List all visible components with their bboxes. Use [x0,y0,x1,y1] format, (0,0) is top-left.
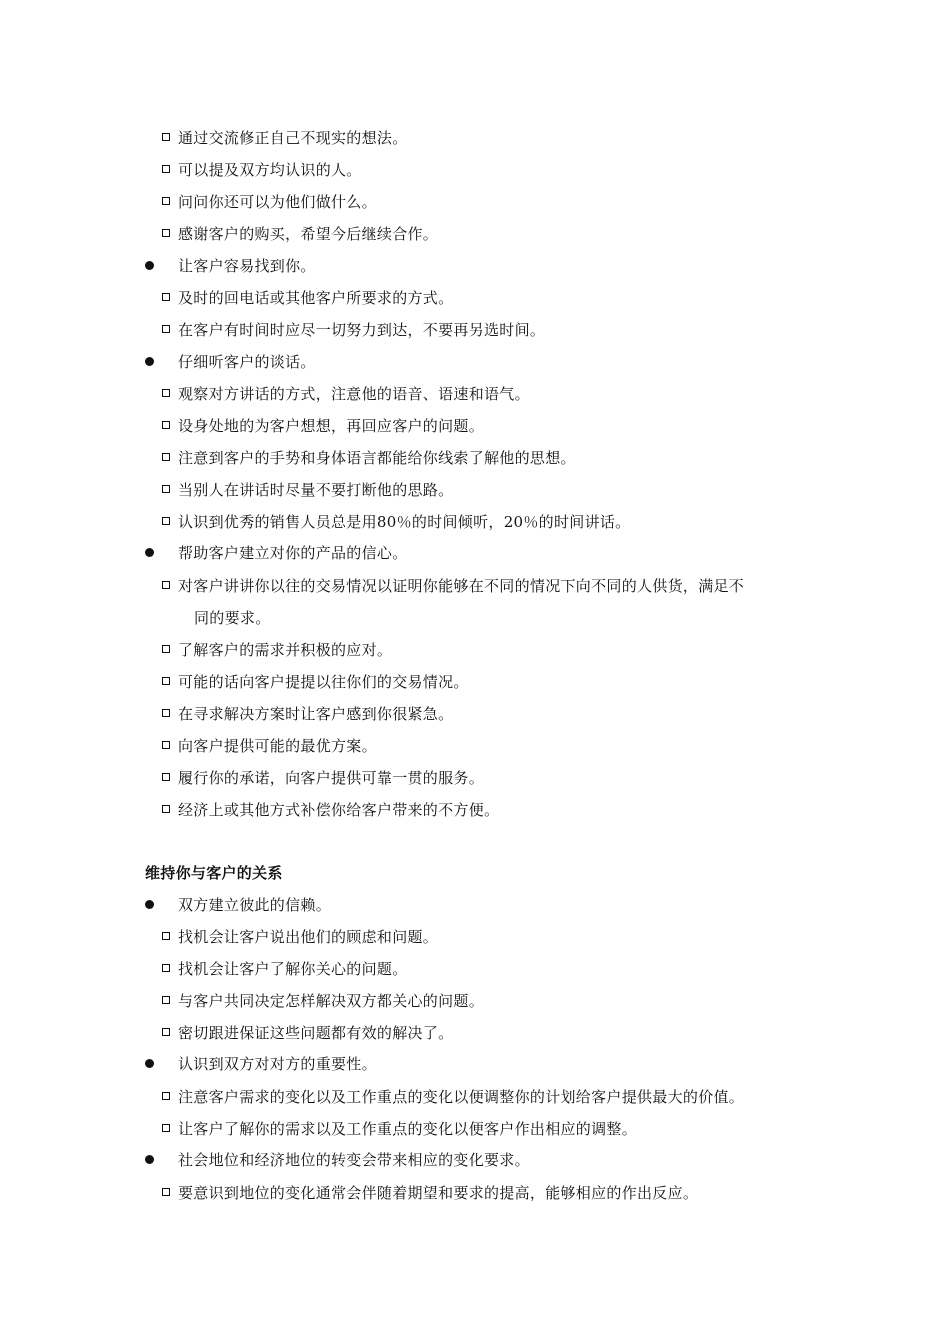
checkbox-square-icon [162,773,170,781]
checkbox-square-icon [162,485,170,493]
list-item-continuation: 同的要求。 [194,609,271,627]
checkbox-square-icon [162,1092,170,1100]
bullet-item: 双方建立彼此的信赖。 [178,895,331,915]
checkbox-square-icon [162,677,170,685]
list-item: 与客户共同决定怎样解决双方都关心的问题。 [178,991,484,1011]
list-item: 了解客户的需求并积极的应对。 [178,640,392,660]
bullet-dot-icon [145,900,154,909]
list-item: 密切跟进保证这些问题都有效的解决了。 [178,1023,453,1043]
checkbox-square-icon [162,1124,170,1132]
list-item: 认识到优秀的销售人员总是用80％的时间倾听，20％的时间讲话。 [178,512,630,532]
bullet-item: 帮助客户建立对你的产品的信心。 [178,543,408,563]
list-item: 通过交流修正自己不现实的想法。 [178,128,408,148]
list-item: 感谢客户的购买，希望今后继续合作。 [178,224,438,244]
checkbox-square-icon [162,805,170,813]
list-item: 经济上或其他方式补偿你给客户带来的不方便。 [178,800,499,820]
list-item: 注意到客户的手势和身体语言都能给你线索了解他的思想。 [178,448,576,468]
checkbox-square-icon [162,1028,170,1036]
checkbox-square-icon [162,197,170,205]
list-item: 找机会让客户了解你关心的问题。 [178,959,408,979]
checkbox-square-icon [162,293,170,301]
bullet-dot-icon [145,1059,154,1068]
list-item: 要意识到地位的变化通常会伴随着期望和要求的提高，能够相应的作出反应。 [178,1183,698,1203]
list-item: 可能的话向客户提提以往你们的交易情况。 [178,672,469,692]
checkbox-square-icon [162,133,170,141]
list-item: 问问你还可以为他们做什么。 [178,192,377,212]
list-item: 设身处地的为客户想想，再回应客户的问题。 [178,416,484,436]
checkbox-square-icon [162,1188,170,1196]
list-item: 可以提及双方均认识的人。 [178,160,362,180]
list-item: 履行你的承诺，向客户提供可靠一贯的服务。 [178,768,484,788]
list-item: 观察对方讲话的方式，注意他的语音、语速和语气。 [178,384,530,404]
checkbox-square-icon [162,421,170,429]
list-item: 及时的回电话或其他客户所要求的方式。 [178,288,453,308]
bullet-dot-icon [145,548,154,557]
checkbox-square-icon [162,229,170,237]
checkbox-square-icon [162,517,170,525]
list-item: 当别人在讲话时尽量不要打断他的思路。 [178,480,453,500]
checkbox-square-icon [162,389,170,397]
list-item: 在寻求解决方案时让客户感到你很紧急。 [178,704,453,724]
list-item: 在客户有时间时应尽一切努力到达，不要再另选时间。 [178,320,545,340]
list-item: 对客户讲讲你以往的交易情况以证明你能够在不同的情况下向不同的人供货，满足不 [178,576,744,596]
list-item: 找机会让客户说出他们的顾虑和问题。 [178,927,438,947]
bullet-dot-icon [145,261,154,270]
checkbox-square-icon [162,325,170,333]
checkbox-square-icon [162,741,170,749]
list-item: 让客户了解你的需求以及工作重点的变化以便客户作出相应的调整。 [178,1119,637,1139]
bullet-item: 仔细听客户的谈话。 [178,352,316,372]
checkbox-square-icon [162,996,170,1004]
section-heading: 维持你与客户的关系 [145,864,283,882]
bullet-item: 社会地位和经济地位的转变会带来相应的变化要求。 [178,1150,530,1170]
checkbox-square-icon [162,932,170,940]
bullet-dot-icon [145,1155,154,1164]
bullet-dot-icon [145,357,154,366]
checkbox-square-icon [162,709,170,717]
list-item: 向客户提供可能的最优方案。 [178,736,377,756]
list-item: 注意客户需求的变化以及工作重点的变化以便调整你的计划给客户提供最大的价值。 [178,1087,744,1107]
checkbox-square-icon [162,645,170,653]
checkbox-square-icon [162,165,170,173]
checkbox-square-icon [162,453,170,461]
checkbox-square-icon [162,581,170,589]
bullet-item: 认识到双方对对方的重要性。 [178,1054,377,1074]
bullet-item: 让客户容易找到你。 [178,256,316,276]
checkbox-square-icon [162,964,170,972]
